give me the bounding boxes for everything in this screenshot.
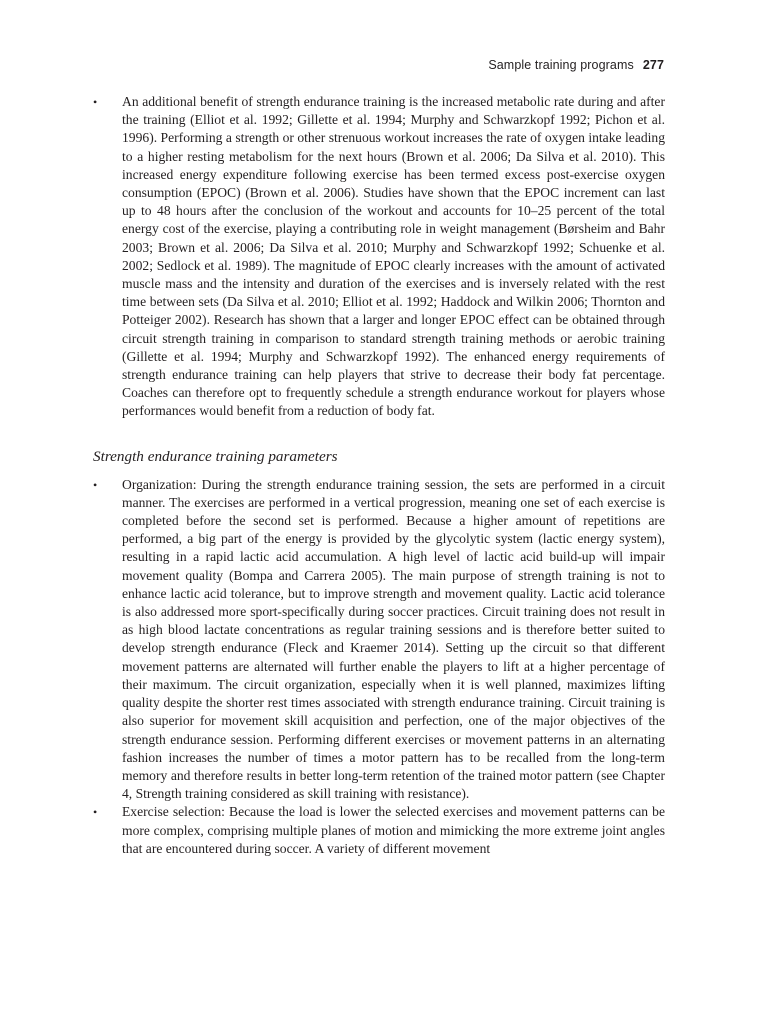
intro-bullet-list <box>93 93 665 421</box>
parameters-bullet-list <box>93 476 665 858</box>
bullet-epoc-benefit: • An additional benefit of strength endurance training is the increased metabolic rate during and after the training (Elliot et al. 1992; Gillette et al. 1994; Murphy and Schwarzkopf 1992; Pichon et al. 1996). Performing a strength or other strenuous workout increases the rate of oxygen intake leading to a higher resting metabolism for the next hours (Brown et al. 2006; Da Silva et al. 2010). This increased energy expenditure following exercise has been termed excess post-exercise oxygen consumption (EPOC) (Brown et al. 2006). Studies have shown that the EPOC increment can last up to 48 hours after the conclusion of the workout and accounts for 10–25 percent of the total energy cost of the exercise, playing a contributing role in weight management (Børsheim and Bahr 2003; Brown et al. 2006; Da Silva et al. 2010; Murphy and Schwarzkopf 1992; Schuenke et al. 2002; Sedlock et al. 1989). The magnitude of EPOC clearly increases with the amount of activated muscle mass and the intensity and duration of the exercises and is inversely related with the rest time between sets (Da Silva et al. 2010; Elliot et al. 1992; Haddock and Wilkin 2006; Thornton and Potteiger 2002). Research has shown that a larger and longer EPOC effect can be obtained through circuit strength training in comparison to standard strength training methods or aerobic training (Gillette et al. 1994; Murphy and Schwarzkopf 1992). The enhanced energy requirements of strength endurance training can help players that strive to decrease their body fat percentage. Coaches can therefore opt to frequently schedule a strength endurance workout for players whose performances would benefit from a reduction of body fat. <box>93 93 665 421</box>
bullet-exercise-selection: • Exercise selection: Because the load is lower the selected exercises and movement patterns can be more complex, comprising multiple planes of motion and mimicking the more extreme joint angles that are encountered during soccer. A variety of different movement <box>93 803 665 858</box>
section-heading: Strength endurance training parameters <box>93 447 338 465</box>
running-header <box>488 57 664 73</box>
bullet-organization: • Organization: During the strength endurance training session, the sets are performed in a circuit manner. The exercises are performed in a vertical progression, meaning one set of each exercise is completed before the second set is performed. Because a higher amount of repetitions are performed, a big part of the energy is provided by the glycolytic system (lactic energy system), resulting in a rapid lactic acid accumulation. A high level of lactic acid build-up will impair movement quality (Bompa and Carrera 2005). The main purpose of strength training is not to enhance lactic acid tolerance, but to improve strength and movement quality. Lactic acid tolerance is also addressed more sport-specifically during soccer practices. Circuit training does not result in as high blood lactate concentrations as regular training sessions and is therefore better suited to develop strength endurance (Fleck and Kraemer 2014). Setting up the circuit so that different movement patterns are alternated will further enable the players to lift at a higher percentage of their maximum. The circuit organization, especially when it is well planned, maximizes lifting quality despite the shorter rest times associated with strength endurance training. Circuit training is also superior for movement skill acquisition and perfection, one of the major objectives of the strength endurance session. Performing different exercises or movement patterns in an alternating fashion increases the number of times a motor pattern has to be recalled from the long-term memory and therefore results in better long-term retention of the trained motor pattern (see Chapter 4, Strength training considered as skill training with resistance). <box>93 476 665 804</box>
page-body <box>93 93 665 858</box>
running-title: Sample training programs <box>488 58 634 72</box>
page-number: 277 <box>642 58 664 72</box>
